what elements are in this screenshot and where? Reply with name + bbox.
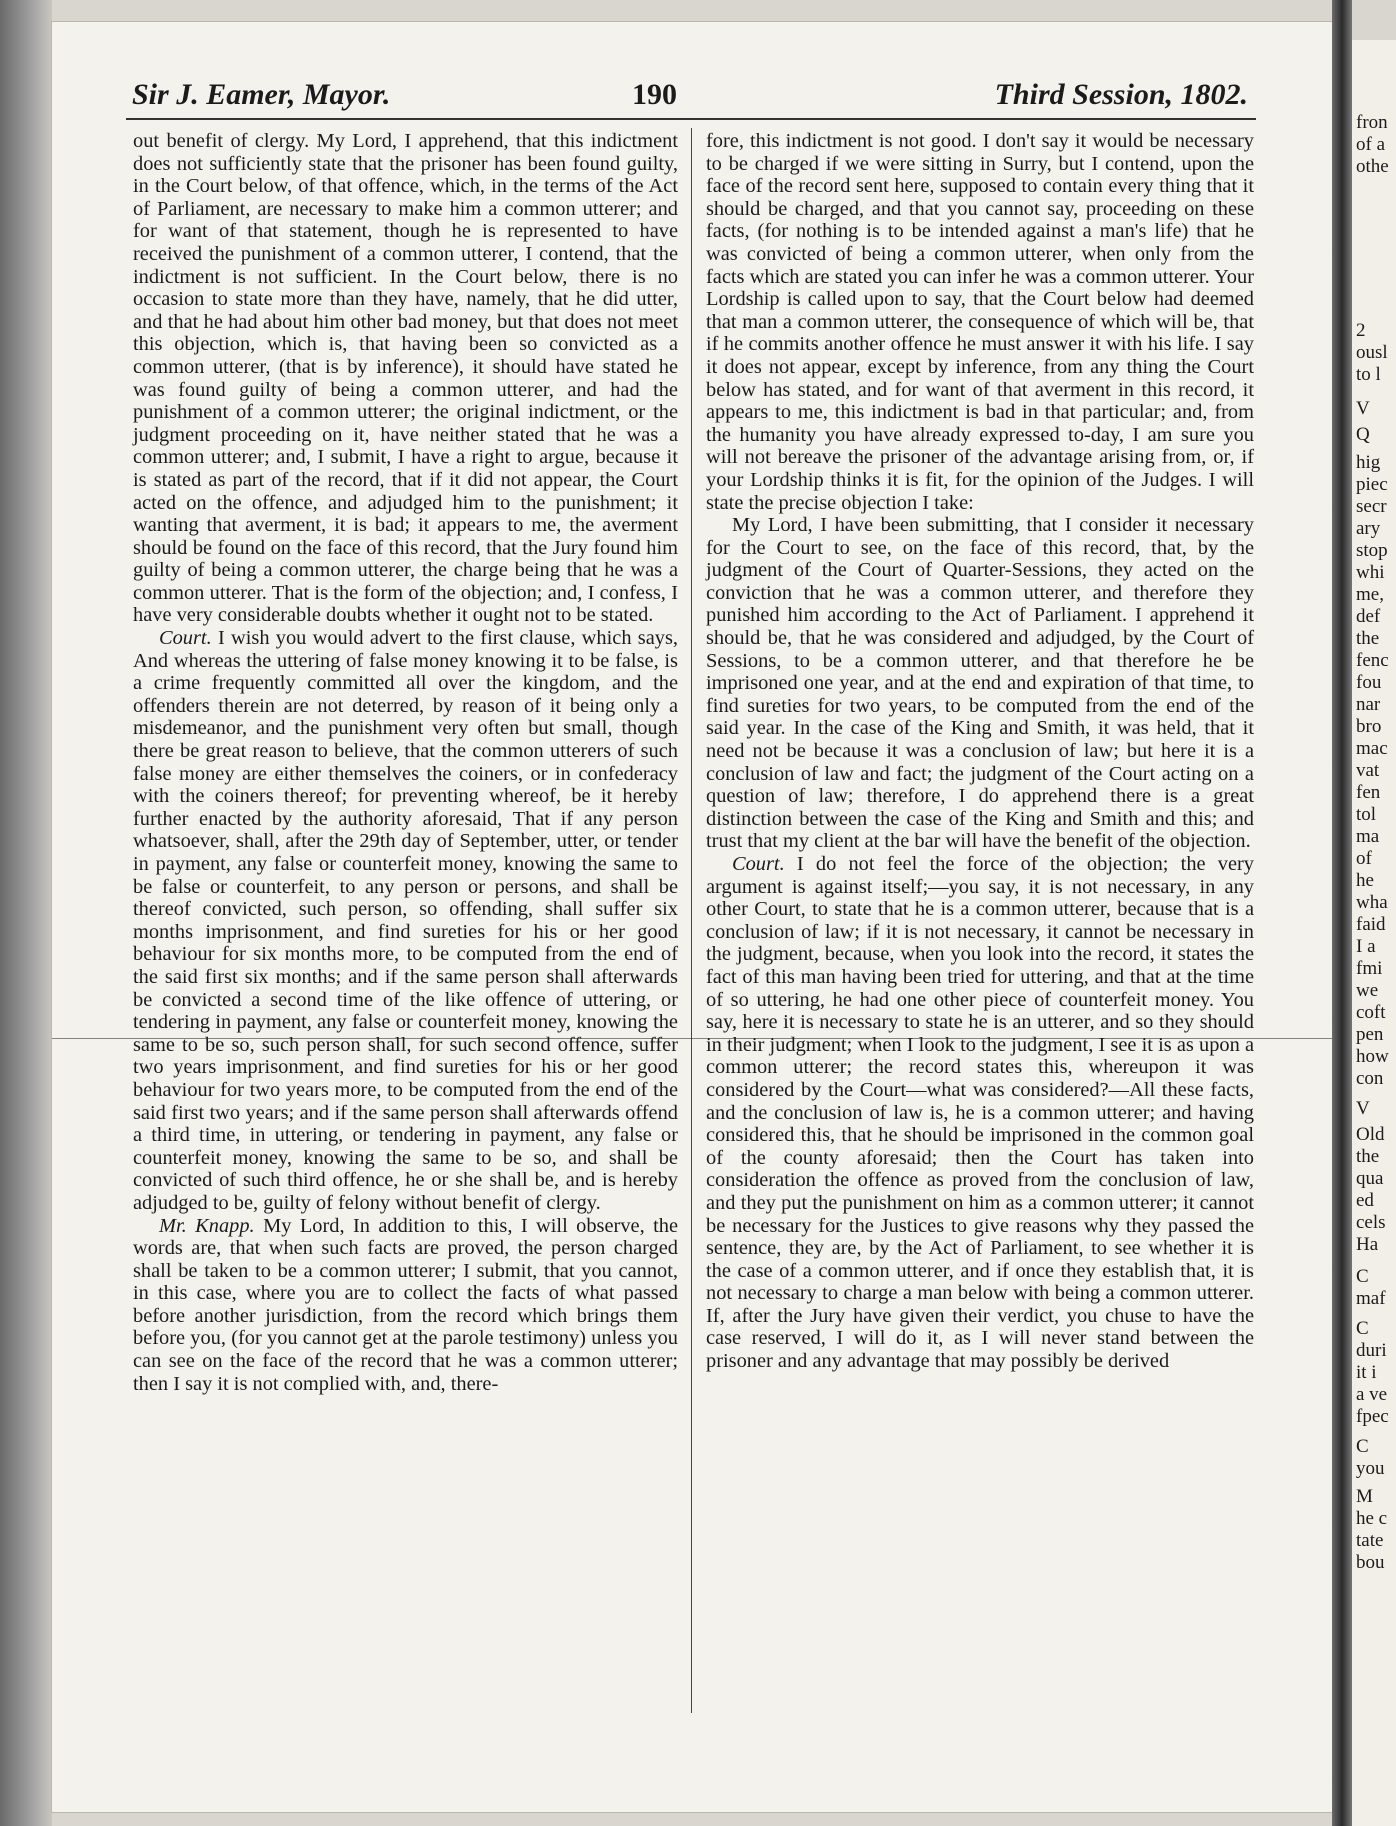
adjacent-page-fragment: bou — [1356, 1552, 1385, 1573]
adjacent-page-fragment: I a — [1356, 936, 1376, 957]
adjacent-page-fragment: ary — [1356, 518, 1381, 539]
adjacent-page-fragment: con — [1356, 1068, 1384, 1089]
adjacent-page-fragment: fou — [1356, 672, 1382, 693]
adjacent-page-fragment: you — [1356, 1458, 1385, 1479]
adjacent-page-fragment: C — [1356, 1436, 1369, 1457]
adjacent-page-edge — [1352, 40, 1396, 1826]
adjacent-page-fragment: fen — [1356, 782, 1381, 803]
adjacent-page-fragment: he c — [1356, 1508, 1388, 1529]
paragraph — [706, 130, 1254, 514]
adjacent-page-fragment: Ha — [1356, 1234, 1379, 1255]
running-head-right: Third Session, 1802. — [994, 78, 1248, 111]
running-head-left: Sir J. Eamer, Mayor. — [132, 78, 391, 111]
adjacent-page-fragment: qua — [1356, 1168, 1384, 1189]
adjacent-page-fragment: of a — [1356, 134, 1386, 155]
adjacent-page-fragment: duri — [1356, 1340, 1387, 1361]
adjacent-page-fragment: whi — [1356, 562, 1385, 583]
adjacent-page-fragment: 2 — [1356, 320, 1366, 341]
paragraph — [133, 130, 678, 627]
adjacent-page-fragment: fenc — [1356, 650, 1389, 671]
adjacent-page-fragment: V — [1356, 1098, 1370, 1119]
adjacent-page-fragment: tate — [1356, 1530, 1384, 1551]
adjacent-page-fragment: fpec — [1356, 1406, 1389, 1427]
right-text-column — [706, 130, 1254, 1730]
adjacent-page-fragment: how — [1356, 1046, 1389, 1067]
paragraph — [133, 1215, 678, 1396]
paragraph-text: I do not feel the force of the objection; the very argument is against itself;—you say, it is not necessary, in any other Court, to state that he is a common utterer, because that is a conclusion of law; if it is not necessary, it cannot be necessary in the judgment, because, when you look into the record, it states the fact of this man having been tried for uttering, and that at the time of so uttering, he had one other piece of counterfeit money. You say, here it is necessary to state he is an utterer, and so they should in their judgment; when I look to the judgment, I see it is as upon a common utterer; the record states this, whereupon it was considered by the Court—what was considered?—All these facts, and the conclusion of law is, he is a common utterer; and having considered this, that he should be imprisoned in the common goal of the county aforesaid; then the Court has taken into consideration the offence as proved from the conclusion of law, and they put the punishment on him as a common utterer; it cannot be necessary for the Justices to give reasons why they passed the sentence, they are, by the Act of Parliament, to see whether it is the case of a common utterer, and if once they establish that, it is not necessary to charge a man below with being a common utterer. If, after the Jury have given their verdict, you chuse to have the case reserved, I will do it, as I will never stand between the prisoner and any advantage that may possibly be derived — [706, 853, 1254, 1373]
adjacent-page-fragment: secr — [1356, 496, 1387, 517]
adjacent-page-fragment: ousl — [1356, 342, 1388, 363]
adjacent-page-fragment: maf — [1356, 1288, 1386, 1309]
adjacent-page-fragment: C — [1356, 1318, 1369, 1339]
paragraph — [133, 627, 678, 1214]
running-head — [126, 78, 1256, 118]
left-text-column — [133, 130, 678, 1730]
paragraph — [706, 514, 1254, 853]
adjacent-page-fragment: mac — [1356, 738, 1388, 759]
adjacent-page-fragment: coft — [1356, 1002, 1386, 1023]
paragraph-text: I wish you would advert to the first clause, which says, And whereas the uttering of false money knowing it to be false, is a crime frequently committed all over the kingdom, and the offenders therein are not deterred, by reason of it being only a misdemeanor, and the punishment very often but small, though there be great reason to believe, that the common utterers of such false money are either themselves the coiners, or in confederacy with the coiners thereof; for preventing whereof, be it hereby further enacted by the authority aforesaid, That if any person whatsoever, shall, after the 29th day of September, utter, or tender in payment, any false or counterfeit money, knowing the same to be false or counterfeit, to any person or persons, and shall be thereof convicted, such person, so offending, shall suffer six months imprisonment, and find sureties for his or her good behaviour for six months more, to be computed from the end of the said first six months; and if the same person shall afterwards be convicted a second time of the like offence of uttering, or tendering in payment, any false or counterfeit money, knowing the same to be so, such person shall, for such second offence, suffer two years imprisonment, and find sureties for his or her good behaviour for two years more, to be computed from the end of the said first two years; and if the same person shall afterwards offend a third time, in uttering, or tendering in payment, any false or counterfeit money, knowing the same to be so, and shall be convicted of such third offence, he or she shall be, and is hereby adjudged to be, guilty of felony without benefit of clergy. — [133, 627, 678, 1214]
adjacent-page-fragment: ed — [1356, 1190, 1374, 1211]
adjacent-page-fragment: he — [1356, 870, 1374, 891]
adjacent-page-fragment: bro — [1356, 716, 1382, 737]
adjacent-page-fragment: fron — [1356, 112, 1388, 133]
adjacent-page-fragment: hig — [1356, 452, 1381, 473]
adjacent-page-fragment: wha — [1356, 892, 1388, 913]
adjacent-page-fragment: we — [1356, 980, 1379, 1001]
speaker-label: Court. — [732, 853, 785, 875]
adjacent-page-fragment: ma — [1356, 826, 1380, 847]
adjacent-page-fragment: the — [1356, 1146, 1380, 1167]
adjacent-page-fragment: me, — [1356, 584, 1384, 605]
adjacent-page-fragment: C — [1356, 1266, 1369, 1287]
book-gutter — [1332, 0, 1352, 1826]
adjacent-page-fragment: Q — [1356, 424, 1370, 445]
adjacent-page-fragment: def — [1356, 606, 1381, 627]
adjacent-page-fragment: the — [1356, 628, 1380, 649]
scan-binding-edge — [0, 0, 52, 1826]
paper-fold-line — [52, 1038, 1332, 1039]
paragraph-text: out benefit of clergy. My Lord, I apprehend, that this indictment does not sufficiently state that the prisoner has been found guilty, in the Court below, of that offence, which, in the terms of the Act of Parliament, are necessary to make him a common utterer; and for want of that statement, though he is represented to have received the punishment of a common utterer, I contend, that the indictment is not sufficient. In the Court below, there is no occasion to state more than they have, namely, that he did utter, and that he had about him other bad money, but that does not meet this objection, which is, that having been so convicted as a common utterer, (that is by inference), it should have stated he was found guilty of being a common utterer, and had the punishment of a common utterer; the original indictment, or the judgment proceeding on it, have neither stated that he was a common utterer; and, I submit, I have a right to argue, because it is stated as part of the record, that if it did not appear, the Court acted on the offence, and adjudged him to the punishment; it wanting that averment, it is bad; it appears to me, the averment should be found on the face of this record, that the Jury found him guilty of being a common utterer, the charge being that he was a common utterer. That is the form of the objection; and, I confess, I have very considerable doubts whether it ought not to be stated. — [133, 130, 678, 627]
paragraph — [706, 853, 1254, 1373]
header-rule — [126, 118, 1256, 120]
adjacent-page-fragment: nar — [1356, 694, 1381, 715]
speaker-label: Mr. Knapp. — [159, 1214, 255, 1237]
adjacent-page-fragment: a ve — [1356, 1384, 1388, 1405]
adjacent-page-fragment: pen — [1356, 1024, 1384, 1045]
adjacent-page-fragment: cels — [1356, 1212, 1386, 1233]
speaker-label: Court. — [159, 627, 212, 650]
column-divider — [691, 128, 692, 1713]
adjacent-page-fragment: to l — [1356, 364, 1381, 385]
paragraph-text: fore, this indictment is not good. I don't say it would be necessary to be charged if we were sitting in Surry, but I contend, upon the face of the record sent here, supposed to contain every thing that it should be charged, and that you cannot say, proceeding on these facts, (for nothing is to be intended against a man's life) that he was convicted of being a common utterer, when only from the facts which are stated you can infer he was a common utterer. Your Lordship is called upon to say, that the Court below had deemed that man a common utterer, the consequence of which will be, that if he commits another offence he must answer it with his life. I say it does not appear, except by inference, from any thing the Court below has stated, and for want of that averment in this record, it appears to me, this indictment is bad in that particular; and, from the humanity you have already expressed to-day, I am sure you will not bereave the prisoner of the advantage arising from, or, if your Lordship thinks it is fit, for the opinion of the Judges. I will state the precise objection I take: — [706, 130, 1254, 514]
adjacent-page-fragment: V — [1356, 398, 1370, 419]
adjacent-page-fragment: vat — [1356, 760, 1380, 781]
adjacent-page-fragment: of — [1356, 848, 1372, 869]
paragraph-text: My Lord, In addition to this, I will observe, the words are, that when such facts are proved, the person charged shall be taken to be a common utterer; I submit, that you cannot, in this case, where you are to collect the facts of what passed before another jurisdiction, from the record which brings them before you, (for you cannot get at the parole testimony) unless you can see on the face of the record that he was a common utterer; then I say it is not complied with, and, there- — [133, 1214, 678, 1395]
adjacent-page-fragment: tol — [1356, 804, 1377, 825]
adjacent-page-fragment: M — [1356, 1486, 1373, 1507]
page-number: 190 — [632, 78, 677, 111]
adjacent-page-fragment: stop — [1356, 540, 1388, 561]
adjacent-page-fragment: faid — [1356, 914, 1386, 935]
adjacent-page-fragment: othe — [1356, 156, 1389, 177]
adjacent-page-fragment: fmi — [1356, 958, 1383, 979]
paragraph-text: My Lord, I have been submitting, that I consider it necessary for the Court to see, on the face of this record, that, by the judgment of the Court of Quarter-Sessions, they acted on the conviction that he was a common utterer, and therefore they punished him according to the Act of Parliament. I apprehend it should be, that he was considered and adjudged, by the Court of Sessions, to be a common utterer, and that therefore he be imprisoned one year, and at the end and expiration of that time, to find sureties for two years, to be computed from the end of the said year. In the case of the King and Smith, it was held, that it need not be because it was a conclusion of law; but here it is a conclusion of law and fact; the judgment of the Court acting on a question of law; therefore, I do apprehend there is a great distinction between the case of the King and Smith and this; and trust that my client at the bar will have the benefit of the objection. — [706, 514, 1254, 853]
adjacent-page-fragment: piec — [1356, 474, 1388, 495]
adjacent-page-fragment: it i — [1356, 1362, 1377, 1383]
adjacent-page-fragment: Old — [1356, 1124, 1385, 1145]
